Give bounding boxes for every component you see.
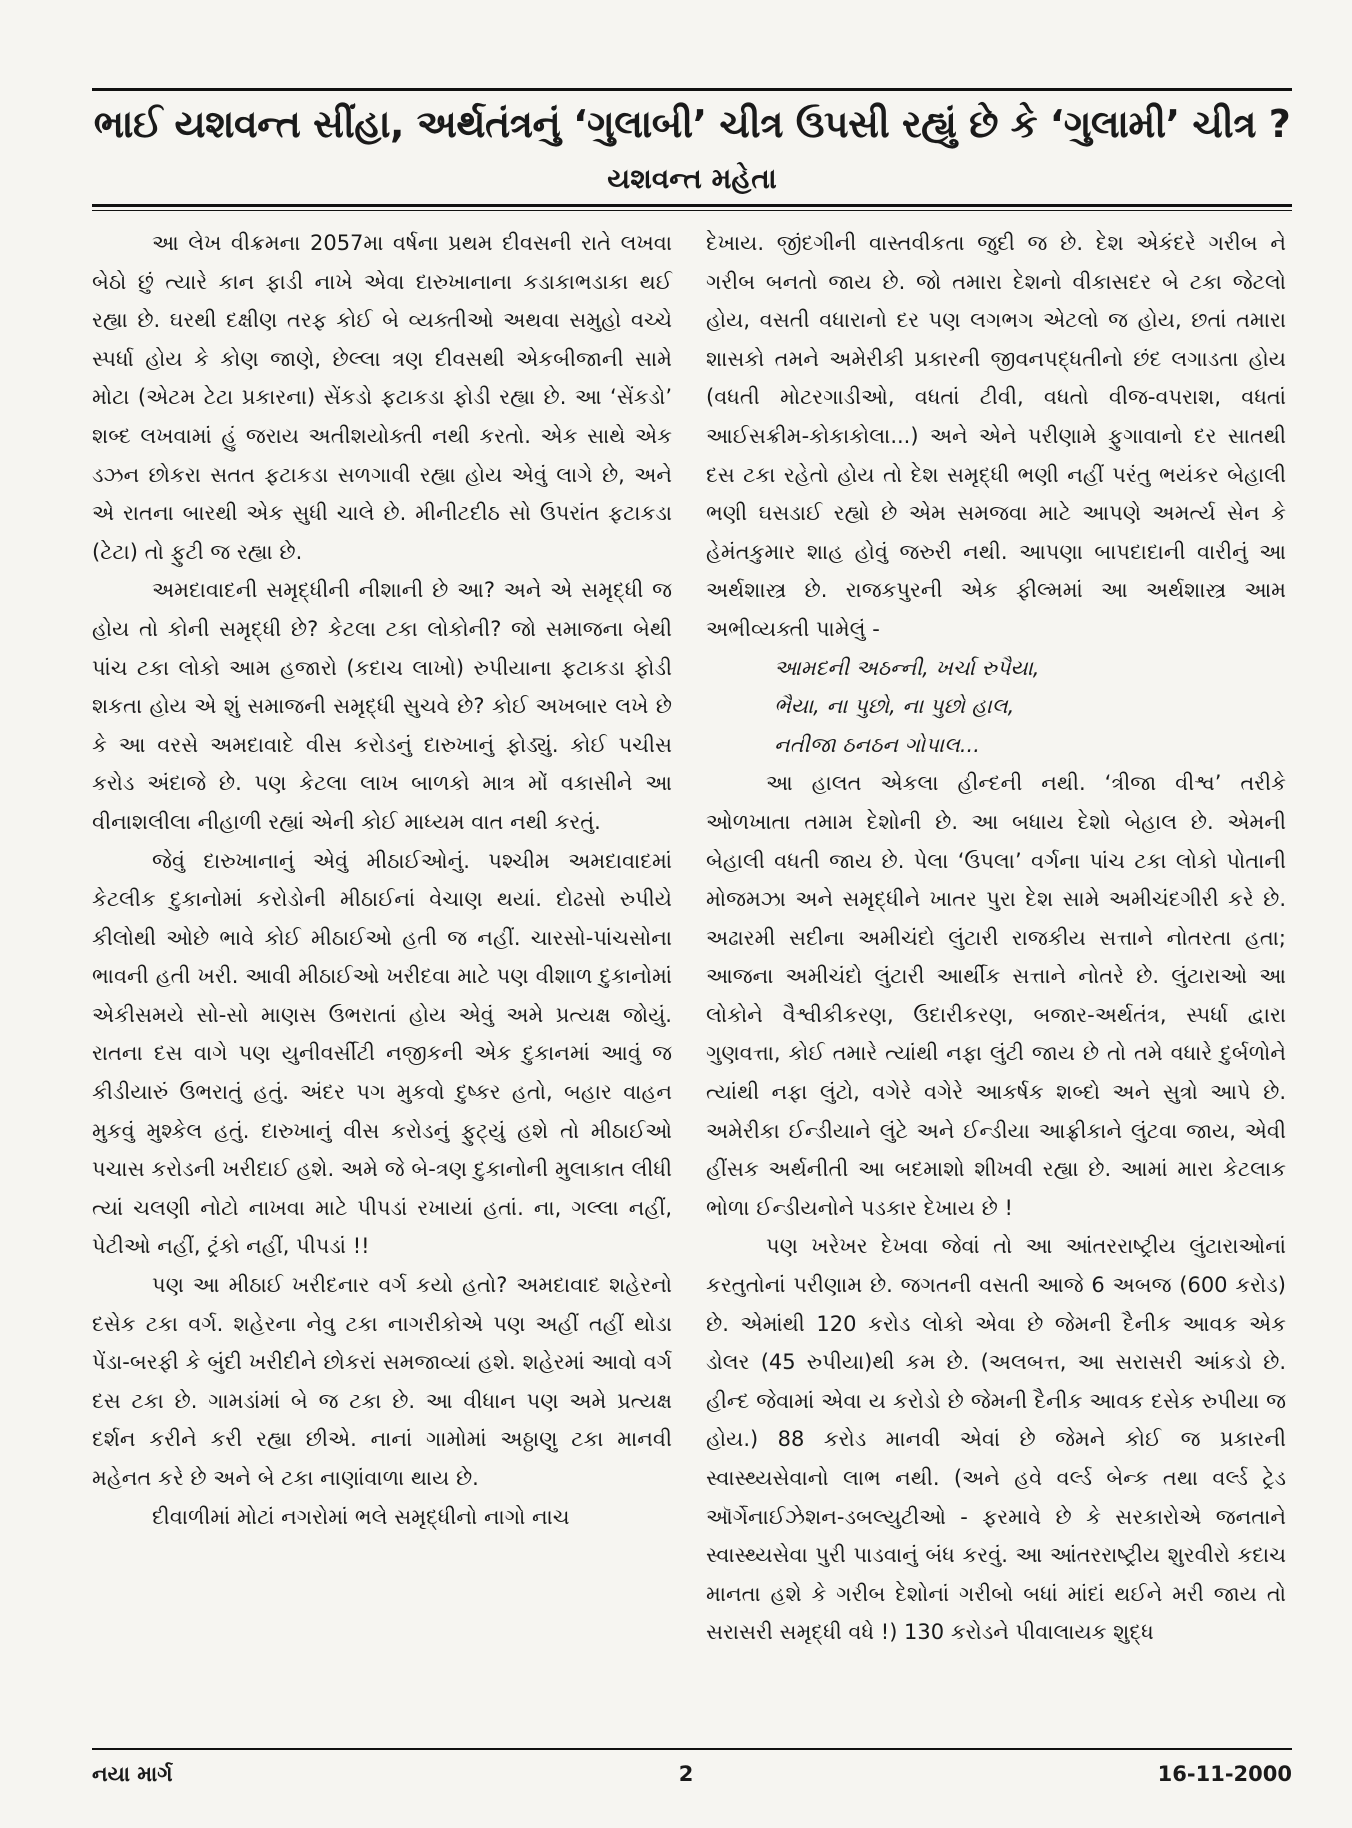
verse-line: ભૈયા, ના પુછો, ના પુછો હાલ, <box>774 694 1015 719</box>
paragraph: આ હાલત એકલા હીન્દની નથી. ‘ત્રીજા વીશ્વ’ તરીકે ઓળખાતા તમામ દેશોની છે. આ બધાય દેશો બેહાલ છે. એમની બેહાલી વધતી જાય છે. પેલા ‘ઉપલા’ વર્ગના પાંચ ટકા લોકો પોતાની મોજમઝા અને સમૃદ્ધીને ખાતર પુરા દેશ સામે અમીચંદગીરી કરે છે. અઢારમી સદીના અમીચંદો લુંટારી રાજકીય સત્તાને નોતરતા હતા; આજના અમીચંદો લુંટારી આર્થીક સત્તાને નોતરે છે. લુંટારાઓ આ લોકોને વૈશ્વીકીકરણ, ઉદારીકરણ, બજાર-અર્થતંત્ર, સ્પર્ધા દ્વારા ગુણવત્તા, કોઈ તમારે ત્યાંથી નફા લુંટી જાય છે તો તમે વધારે દુર્બળોને ત્યાંથી નફા લુંટો, વગેરે વગેરે આકર્ષક શબ્દો અને સુત્રો આપે છે. અમેરીકા ઈન્ડીયાને લુંટે અને ઈન્ડીયા આફ્રીકાને લુંટવા જાય, એવી હીંસક અર્થનીતી આ બદમાશો શીખવી રહ્યા છે. આમાં મારા કેટલાક ભોળા ઈન્ડીયનોને પડકાર દેખાય છે ! <box>706 771 1286 1220</box>
article-author: યશવન્ત મહેતા <box>607 162 777 195</box>
article-headline: ભાઈ યશવન્ત સીંહા, અર્થતંત્રનું ‘ગુલાબી’ ચીત્ર ઉપસી રહ્યું છે કે ‘ગુલામી’ ચીત્ર ? <box>93 102 1291 146</box>
verse-line: આમદની અઠન્ની, ખર્ચા રુપૈયા, <box>774 655 1040 680</box>
paragraph: જેવું દારુખાનાનું એવું મીઠાઈઓનું. પશ્ચીમ અમદાવાદમાં કેટલીક દુકાનોમાં કરોડોની મીઠાઈનાં વેચાણ થયાં. દોઢસો રુપીયે કીલોથી ઓછે ભાવે કોઈ મીઠાઈઓ હતી જ નહીં. ચારસો-પાંચસોના ભાવની હતી ખરી. આવી મીઠાઈઓ ખરીદવા માટે પણ વીશાળ દુકાનોમાં એકીસમયે સો-સો માણસ ઉભરાતાં હોય એવું અમે પ્રત્યક્ષ જોયું. રાતના દસ વાગે પણ યુનીવર્સીટી નજીકની એક દુકાનમાં આવું જ કીડીયારું ઉભરાતું હતું. અંદર પગ મુકવો દુષ્કર હતો, બહાર વાહન મુકવું મુશ્કેલ હતું. દારુખાનું વીસ કરોડનું ફુટ્યું હશે તો મીઠાઈઓ પચાસ કરોડની ખરીદાઈ હશે. અમે જે બે-ત્રણ દુકાનોની મુલાકાત લીધી ત્યાં ચલણી નોટો નાખવા માટે પીપડાં રખાયાં હતાં. ના, ગલ્લા નહીં, પેટીઓ નહીં, ટ્રંકો નહીં, પીપડાં !! <box>92 848 672 1259</box>
paragraph: પણ ખરેખર દેખવા જેવાં તો આ આંતરરાષ્ટ્રીય લુંટારાઓનાં કરતુતોનાં પરીણામ છે. જગતની વસતી આજે 6 અબજ (600 કરોડ) છે. એમાંથી 120 કરોડ લોકો એવા છે જેમની દૈનીક આવક એક ડોલર (45 રુપીયા)થી કમ છે. (અલબત્ત, આ સરાસરી આંકડો છે. હીન્દ જેવામાં એવા ય કરોડો છે જેમની દૈનીક આવક દસેક રુપીયા જ હોય.) 88 કરોડ માનવી એવાં છે જેમને કોઈ જ પ્રકારની સ્વાસ્થ્યસેવાનો લાભ નથી. (અને હવે વર્લ્ડ બેન્ક તથા વર્લ્ડ ટ્રેડ ઑર્ગેનાઈઝેશન-ડબલ્યુટીઓ - ફરમાવે છે કે સરકારોએ જનતાને સ્વાસ્થ્યસેવા પુરી પાડવાનું બંધ કરવું. આ આંતરરાષ્ટ્રીય શુરવીરો કદાચ માનતા હશે કે ગરીબ દેશોનાં ગરીબો બધાં માંદાં થઈને મરી જાય તો સરાસરી સમૃદ્ધી વધે !) 130 કરોડને પીવાલાયક શુદ્ધ <box>706 1234 1286 1645</box>
paragraph: દીવાળીમાં મોટાં નગરોમાં ભલે સમૃદ્ધીનો નાગો નાચ <box>152 1504 570 1529</box>
issue-date: 16-11-2000 <box>1157 1762 1292 1786</box>
headline-rule-thin <box>92 210 1292 211</box>
paragraph: આ લેખ વીક્રમના 2057મા વર્ષના પ્રથમ દીવસની રાતે લખવા બેઠો છું ત્યારે કાન ફાડી નાખે એવા દારુખાનાના કડાકાભડાકા થઈ રહ્યા છે. ઘરથી દક્ષીણ તરફ કોઈ બે વ્યક્તીઓ અથવા સમુહો વચ્ચે સ્પર્ધા હોય કે કોણ જાણે, છેલ્લા ત્રણ દીવસથી એકબીજાની સામે મોટા (એટમ ટેટા પ્રકારના) સેંકડો ફટાકડા ફોડી રહ્યા છે. આ ‘સેંકડો’ શબ્દ લખવામાં હું જરાય અતીશયોક્તી નથી કરતો. એક સાથે એક ડઝન છોકરા સતત ફટાકડા સળગાવી રહ્યા હોય એવું લાગે છે, અને એ રાતના બારથી એક સુધી ચાલે છે. મીનીટદીઠ સો ઉપરાંત ફટાકડા (ટેટા) તો ફુટી જ રહ્યા છે. <box>92 231 672 564</box>
paragraph: અમદાવાદની સમૃદ્ધીની નીશાની છે આ? અને એ સમૃદ્ધી જ હોય તો કોની સમૃદ્ધી છે? કેટલા ટકા લોકોની? જો સમાજના બેથી પાંચ ટકા લોકો આમ હજારો (કદાચ લાખો) રુપીયાના ફટાકડા ફોડી શકતા હોય એ શું સમાજની સમૃદ્ધી સુચવે છે? કોઈ અખબાર લખે છે કે આ વરસે અમદાવાદે વીસ કરોડનું દારુખાનું ફોડ્યું. કોઈ પચીસ કરોડ અંદાજે છે. પણ કેટલા લાખ બાળકો માત્ર મોં વકાસીને આ વીનાશલીલા નીહાળી રહ્યાં એની કોઈ માધ્યમ વાત નથી કરતું. <box>92 578 672 834</box>
footer-rule <box>92 1748 1292 1750</box>
right-column <box>706 224 1286 1652</box>
headline-rule <box>92 204 1292 207</box>
paragraph: પણ આ મીઠાઈ ખરીદનાર વર્ગ કયો હતો? અમદાવાદ શહેરનો દસેક ટકા વર્ગ. શહેરના નેવુ ટકા નાગરીકોએ પણ અહીં તહીં થોડા પેંડા-બરફી કે બુંદી ખરીદીને છોકરાં સમજાવ્યાં હશે. શહેરમાં આવો વર્ગ દસ ટકા છે. ગામડાંમાં બે જ ટકા છે. આ વીધાન પણ અમે પ્રત્યક્ષ દર્શન કરીને કરી રહ્યા છીએ. નાનાં ગામોમાં અઠ્ઠાણુ ટકા માનવી મહેનત કરે છે અને બે ટકા નાણાંવાળા થાય છે. <box>92 1273 673 1490</box>
page-number: 2 <box>678 1762 694 1786</box>
left-column <box>92 224 672 1536</box>
paragraph: દેખાય. જીંદગીની વાસ્તવીકતા જુદી જ છે. દેશ એકંદરે ગરીબ ને ગરીબ બનતો જાય છે. જો તમારા દેશનો વીકાસદર બે ટકા જેટલો હોય, વસતી વધારાનો દર પણ લગભગ એટલો જ હોય, છતાં તમારા શાસકો તમને અમેરીકી પ્રકારની જીવનપદ્ધતીનો છંદ લગાડતા હોય (વધતી મોટરગાડીઓ, વધતાં ટીવી, વધતો વીજ-વપરાશ, વધતાં આઈસક્રીમ-કોકાકોલા...) અને એને પરીણામે ફુગાવાનો દર સાતથી દસ ટકા રહેતો હોય તો દેશ સમૃદ્ધી ભણી નહીં પરંતુ ભયંકર બેહાલી ભણી ઘસડાઈ રહ્યો છે એમ સમજવા માટે આપણે અમર્ત્ય સેન કે હેમંતકુમાર શાહ હોવું જરુરી નથી. આપણા બાપદાદાની વારીનું આ અર્થશાસ્ત્ર છે. રાજકપુરની એક ફીલ્મમાં આ અર્થશાસ્ત્ર આમ અભીવ્યક્તી પામેલું - <box>706 231 1286 641</box>
top-rule <box>92 88 1292 91</box>
publication-name: નયા માર્ગ <box>92 1762 173 1786</box>
verse-line: નતીજા ઠનઠન ગોપાલ... <box>774 732 980 757</box>
